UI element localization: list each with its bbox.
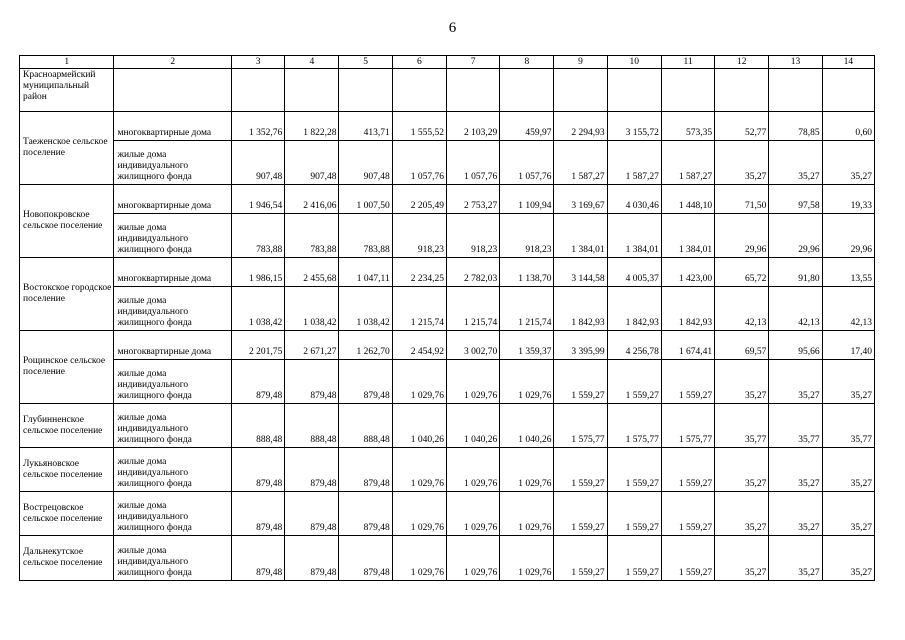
- tariff-value: 2 103,29: [446, 112, 499, 141]
- tariff-value: 1 029,76: [392, 536, 446, 581]
- tariff-value: 71,50: [715, 185, 769, 214]
- tariff-value: 2 671,27: [285, 331, 339, 360]
- tariff-value: 1 029,76: [500, 360, 554, 404]
- tariff-value: 35,27: [715, 141, 769, 185]
- tariff-value: 1 007,50: [339, 185, 392, 214]
- tariff-value: 35,27: [822, 492, 874, 536]
- tariff-value: 879,48: [231, 492, 284, 536]
- settlement-izhs-row: [20, 536, 875, 581]
- empty-cell: [715, 69, 769, 112]
- settlement-mkd-row: [20, 185, 875, 214]
- housing-type-label: многоквартирные дома: [114, 331, 232, 360]
- tariff-value: 3 169,67: [554, 185, 607, 214]
- tariff-value: 1 384,01: [607, 214, 661, 258]
- tariff-value: 1 842,93: [661, 287, 714, 331]
- tariff-value: 97,58: [769, 185, 822, 214]
- tariff-value: 1 040,26: [500, 404, 554, 448]
- empty-cell: [500, 69, 554, 112]
- empty-cell: [446, 69, 499, 112]
- settlement-mkd-row: [20, 331, 875, 360]
- tariff-value: 78,85: [769, 112, 822, 141]
- tariff-value: 879,48: [339, 536, 392, 581]
- tariff-value: 13,55: [822, 258, 874, 287]
- empty-cell: [661, 69, 714, 112]
- tariff-value: 1 559,27: [661, 360, 714, 404]
- tariff-value: 1 559,27: [607, 492, 661, 536]
- tariff-value: 413,71: [339, 112, 392, 141]
- tariff-value: 1 575,77: [554, 404, 607, 448]
- tariff-value: 1 057,76: [500, 141, 554, 185]
- tariff-value: 879,48: [231, 448, 284, 492]
- tariff-value: 35,77: [769, 404, 822, 448]
- housing-type-label: многоквартирные дома: [114, 185, 232, 214]
- tariff-value: 1 215,74: [500, 287, 554, 331]
- tariff-value: 1 038,42: [339, 287, 392, 331]
- tariff-value: 4 030,46: [607, 185, 661, 214]
- settlement-name: Дальнекутское сельское поселение: [20, 536, 114, 581]
- tariff-value: 1 047,11: [339, 258, 392, 287]
- tariff-value: 1 038,42: [231, 287, 284, 331]
- column-header: 9: [554, 56, 607, 69]
- tariff-value: 2 782,03: [446, 258, 499, 287]
- tariff-value: 2 201,75: [231, 331, 284, 360]
- settlement-izhs-row: [20, 214, 875, 258]
- tariff-value: 35,27: [715, 360, 769, 404]
- tariff-value: 1 029,76: [446, 536, 499, 581]
- tariff-value: 1 262,70: [339, 331, 392, 360]
- settlement-name: Таеженское сельское поселение: [20, 112, 114, 185]
- tariff-value: 19,33: [822, 185, 874, 214]
- tariff-value: 1 448,10: [661, 185, 714, 214]
- tariff-value: 35,27: [822, 448, 874, 492]
- settlement-izhs-row: [20, 360, 875, 404]
- housing-type-label: жилые дома индивидуального жилищного фонда: [114, 492, 232, 536]
- tariff-value: 459,97: [500, 112, 554, 141]
- tariff-value: 2 455,68: [285, 258, 339, 287]
- tariff-value: 3 395,99: [554, 331, 607, 360]
- tariff-value: 879,48: [339, 360, 392, 404]
- tariff-value: 3 155,72: [607, 112, 661, 141]
- column-header: 12: [715, 56, 769, 69]
- tariff-value: 879,48: [231, 536, 284, 581]
- column-header: 4: [285, 56, 339, 69]
- settlement-name: Лукьяновское сельское поселение: [20, 448, 114, 492]
- tariff-value: 35,27: [769, 492, 822, 536]
- tariff-value: 1 559,27: [554, 492, 607, 536]
- tariff-value: 1 384,01: [661, 214, 714, 258]
- empty-cell: [822, 69, 874, 112]
- tariff-value: 1 359,37: [500, 331, 554, 360]
- settlement-izhs-row: [20, 492, 875, 536]
- tariff-value: 1 029,76: [446, 448, 499, 492]
- tariff-value: 1 559,27: [554, 536, 607, 581]
- tariff-value: 35,27: [822, 141, 874, 185]
- empty-cell: [392, 69, 446, 112]
- settlement-name: Глубинненское сельское поселение: [20, 404, 114, 448]
- settlement-name: Востокское городское поселение: [20, 258, 114, 331]
- tariff-value: 879,48: [285, 360, 339, 404]
- tariff-value: 35,27: [769, 360, 822, 404]
- tariff-value: 42,13: [769, 287, 822, 331]
- tariff-value: 1 423,00: [661, 258, 714, 287]
- housing-type-label: жилые дома индивидуального жилищного фонда: [114, 141, 232, 185]
- column-header: 11: [661, 56, 714, 69]
- empty-cell: [607, 69, 661, 112]
- tariff-value: 35,77: [715, 404, 769, 448]
- tariff-value: 1 029,76: [500, 492, 554, 536]
- table-body: [20, 56, 875, 581]
- tariff-value: 2 294,93: [554, 112, 607, 141]
- tariff-value: 1 559,27: [554, 360, 607, 404]
- tariff-value: 2 753,27: [446, 185, 499, 214]
- tariff-value: 35,27: [715, 448, 769, 492]
- tariff-value: 1 029,76: [392, 448, 446, 492]
- housing-type-label: многоквартирные дома: [114, 112, 232, 141]
- column-header: 14: [822, 56, 874, 69]
- tariff-value: 69,57: [715, 331, 769, 360]
- tariff-value: 35,77: [822, 404, 874, 448]
- tariff-value: 1 559,27: [554, 448, 607, 492]
- tariff-value: 1 842,93: [554, 287, 607, 331]
- tariff-table: [19, 55, 875, 581]
- tariff-value: 1 038,42: [285, 287, 339, 331]
- tariff-value: 1 986,15: [231, 258, 284, 287]
- settlement-name: Рощинское сельское поселение: [20, 331, 114, 404]
- empty-cell: [769, 69, 822, 112]
- tariff-value: 1 057,76: [446, 141, 499, 185]
- tariff-value: 1 559,27: [661, 448, 714, 492]
- tariff-value: 1 555,52: [392, 112, 446, 141]
- housing-type-label: жилые дома индивидуального жилищного фонда: [114, 360, 232, 404]
- column-header: 2: [114, 56, 232, 69]
- tariff-value: 1 029,76: [500, 536, 554, 581]
- tariff-value: 1 057,76: [392, 141, 446, 185]
- empty-cell: [114, 69, 232, 112]
- housing-type-label: многоквартирные дома: [114, 258, 232, 287]
- tariff-value: 879,48: [339, 448, 392, 492]
- tariff-value: 42,13: [822, 287, 874, 331]
- tariff-value: 1 575,77: [607, 404, 661, 448]
- tariff-value: 29,96: [822, 214, 874, 258]
- tariff-value: 1 138,70: [500, 258, 554, 287]
- tariff-value: 1 352,76: [231, 112, 284, 141]
- settlement-name: Вострецовское сельское поселение: [20, 492, 114, 536]
- tariff-value: 879,48: [231, 360, 284, 404]
- tariff-value: 879,48: [285, 492, 339, 536]
- tariff-value: 888,48: [339, 404, 392, 448]
- tariff-value: 1 109,94: [500, 185, 554, 214]
- tariff-value: 1 384,01: [554, 214, 607, 258]
- tariff-value: 879,48: [285, 536, 339, 581]
- tariff-value: 0,60: [822, 112, 874, 141]
- tariff-value: 1 587,27: [607, 141, 661, 185]
- tariff-value: 17,40: [822, 331, 874, 360]
- tariff-value: 35,27: [769, 536, 822, 581]
- tariff-value: 888,48: [285, 404, 339, 448]
- tariff-value: 1 040,26: [446, 404, 499, 448]
- tariff-value: 1 559,27: [607, 536, 661, 581]
- column-header: 6: [392, 56, 446, 69]
- tariff-value: 65,72: [715, 258, 769, 287]
- tariff-value: 35,27: [715, 492, 769, 536]
- tariff-value: 1 842,93: [607, 287, 661, 331]
- column-header: 3: [231, 56, 284, 69]
- tariff-value: 35,27: [822, 360, 874, 404]
- tariff-value: 1 029,76: [446, 360, 499, 404]
- tariff-value: 1 559,27: [607, 360, 661, 404]
- tariff-value: 4 005,37: [607, 258, 661, 287]
- settlement-izhs-row: [20, 404, 875, 448]
- tariff-value: 783,88: [285, 214, 339, 258]
- settlement-izhs-row: [20, 287, 875, 331]
- tariff-value: 1 029,76: [446, 492, 499, 536]
- tariff-value: 2 205,49: [392, 185, 446, 214]
- tariff-value: 918,23: [500, 214, 554, 258]
- tariff-value: 1 946,54: [231, 185, 284, 214]
- housing-type-label: жилые дома индивидуального жилищного фонда: [114, 214, 232, 258]
- tariff-value: 2 416,06: [285, 185, 339, 214]
- tariff-value: 3 002,70: [446, 331, 499, 360]
- empty-cell: [554, 69, 607, 112]
- empty-cell: [285, 69, 339, 112]
- tariff-value: 1 029,76: [392, 360, 446, 404]
- tariff-value: 35,27: [769, 141, 822, 185]
- tariff-value: 1 029,76: [500, 448, 554, 492]
- tariff-value: 907,48: [231, 141, 284, 185]
- tariff-value: 35,27: [822, 536, 874, 581]
- tariff-value: 1 559,27: [661, 492, 714, 536]
- settlement-mkd-row: [20, 258, 875, 287]
- tariff-value: 879,48: [339, 492, 392, 536]
- tariff-value: 1 822,28: [285, 112, 339, 141]
- settlement-izhs-row: [20, 448, 875, 492]
- tariff-value: 91,80: [769, 258, 822, 287]
- column-header: 8: [500, 56, 554, 69]
- empty-cell: [231, 69, 284, 112]
- settlement-mkd-row: [20, 112, 875, 141]
- column-header: 1: [20, 56, 114, 69]
- tariff-value: 29,96: [715, 214, 769, 258]
- tariff-value: 888,48: [231, 404, 284, 448]
- tariff-value: 907,48: [339, 141, 392, 185]
- housing-type-label: жилые дома индивидуального жилищного фонда: [114, 536, 232, 581]
- tariff-value: 3 144,58: [554, 258, 607, 287]
- settlement-name: Новопокровское сельское поселение: [20, 185, 114, 258]
- tariff-value: 783,88: [231, 214, 284, 258]
- tariff-value: 879,48: [285, 448, 339, 492]
- tariff-value: 1 215,74: [392, 287, 446, 331]
- housing-type-label: жилые дома индивидуального жилищного фонда: [114, 287, 232, 331]
- tariff-value: 918,23: [392, 214, 446, 258]
- tariff-value: 573,35: [661, 112, 714, 141]
- housing-type-label: жилые дома индивидуального жилищного фонда: [114, 448, 232, 492]
- tariff-value: 1 029,76: [392, 492, 446, 536]
- tariff-value: 918,23: [446, 214, 499, 258]
- tariff-value: 2 234,25: [392, 258, 446, 287]
- tariff-value: 907,48: [285, 141, 339, 185]
- tariff-value: 1 575,77: [661, 404, 714, 448]
- tariff-value: 1 674,41: [661, 331, 714, 360]
- tariff-value: 1 587,27: [661, 141, 714, 185]
- column-header: 7: [446, 56, 499, 69]
- column-header: 10: [607, 56, 661, 69]
- tariff-value: 1 215,74: [446, 287, 499, 331]
- tariff-value: 4 256,78: [607, 331, 661, 360]
- tariff-value: 1 559,27: [661, 536, 714, 581]
- tariff-value: 52,77: [715, 112, 769, 141]
- tariff-value: 95,66: [769, 331, 822, 360]
- tariff-value: 1 040,26: [392, 404, 446, 448]
- housing-type-label: жилые дома индивидуального жилищного фонда: [114, 404, 232, 448]
- empty-cell: [339, 69, 392, 112]
- tariff-value: 35,27: [715, 536, 769, 581]
- settlement-izhs-row: [20, 141, 875, 185]
- region-row: [20, 69, 875, 112]
- tariff-value: 1 559,27: [607, 448, 661, 492]
- column-header: 5: [339, 56, 392, 69]
- tariff-value: 2 454,92: [392, 331, 446, 360]
- region-name: Красноармейский муниципальный район: [20, 69, 114, 112]
- column-header: 13: [769, 56, 822, 69]
- tariff-value: 29,96: [769, 214, 822, 258]
- tariff-value: 1 587,27: [554, 141, 607, 185]
- tariff-value: 42,13: [715, 287, 769, 331]
- tariff-value: 783,88: [339, 214, 392, 258]
- page-number: 6: [448, 20, 457, 36]
- tariff-value: 35,27: [769, 448, 822, 492]
- column-number-row: [20, 56, 875, 69]
